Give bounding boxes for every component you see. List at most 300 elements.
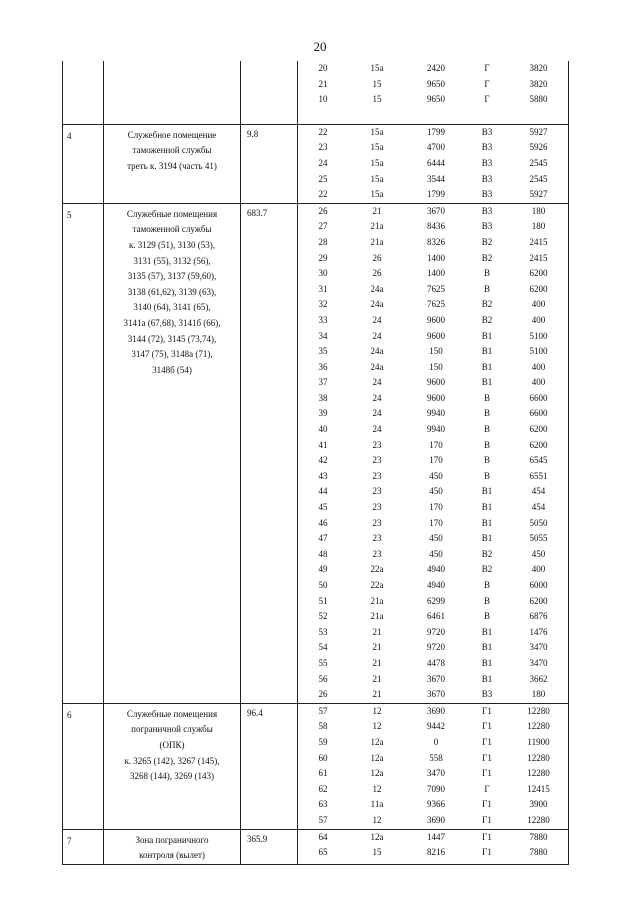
coordinate-value: 1799 [427, 126, 445, 137]
table-block [63, 703, 569, 829]
area-value: 96.4 [241, 703, 298, 829]
coordinate-value: 1400 [427, 268, 445, 279]
coordinate-value: 7625 [427, 299, 445, 310]
sector-code: 24 [372, 314, 382, 325]
table-row [298, 172, 569, 188]
zone-code: В3 [481, 142, 493, 153]
coordinate-value: 450 [429, 486, 443, 497]
level-value: 3470 [529, 642, 548, 653]
sector-code: 21а [370, 221, 384, 232]
room-description-line: таможенной службы [132, 224, 212, 235]
coordinate-value: 3544 [427, 173, 445, 184]
coordinate-value: 3670 [427, 673, 445, 684]
coordinate-value: 6461 [427, 611, 445, 622]
table-row [298, 282, 569, 298]
point-list-cell [298, 124, 569, 203]
zone-code: В1 [481, 486, 493, 497]
table-row [298, 297, 569, 313]
point-list [298, 61, 569, 124]
point-number: 10 [318, 94, 328, 105]
room-description [104, 124, 241, 203]
zone-code: В [483, 439, 490, 450]
item-number [63, 61, 104, 124]
table-row [298, 484, 569, 500]
room-description-line: Служебные помещения [126, 708, 218, 719]
room-description-line: Служебные помещения [126, 208, 218, 219]
sector-code: 15а [370, 126, 384, 137]
coordinate-value: 1799 [427, 189, 445, 200]
point-number: 55 [318, 657, 328, 668]
sector-code: 24а [370, 361, 384, 372]
point-number: 22 [318, 126, 328, 137]
table-row [298, 391, 569, 407]
point-number: 56 [318, 673, 328, 684]
room-description-line: 3144 (72), 3145 (73,74), [127, 333, 217, 344]
point-list-cell [298, 829, 569, 864]
coordinate-value: 3690 [427, 705, 445, 716]
point-list [298, 704, 569, 829]
sector-code: 21 [372, 673, 382, 684]
area-value: 9.8 [241, 124, 298, 203]
point-number: 25 [318, 173, 328, 184]
level-value: 5055 [529, 533, 548, 544]
level-value: 12280 [527, 768, 550, 779]
sector-code: 23 [372, 439, 382, 450]
room-description-line: (ОПК) [159, 739, 185, 750]
level-value: 5050 [529, 517, 548, 528]
table-row [298, 656, 569, 672]
room-description-line: 3131 (55), 3132 (56), [133, 255, 211, 266]
sector-code: 21 [372, 642, 382, 653]
coordinate-value: 7090 [427, 783, 445, 794]
room-description-line: Зона пограничного [135, 834, 209, 845]
table-row [298, 845, 569, 861]
item-number: 7 [63, 829, 104, 864]
level-value: 1476 [529, 626, 548, 637]
table-row [298, 406, 569, 422]
zone-code: Г [484, 78, 490, 89]
table-row [298, 375, 569, 391]
coordinate-value: 6299 [427, 595, 445, 606]
level-value: 6200 [529, 424, 548, 435]
level-value: 12280 [527, 752, 550, 763]
point-number: 42 [318, 455, 328, 466]
item-number: 4 [63, 124, 104, 203]
room-description-line: 3135 (57), 3137 (59,60), [127, 271, 217, 282]
level-value: 5927 [529, 126, 548, 137]
sector-code: 23 [372, 502, 382, 513]
coordinate-value: 150 [429, 361, 443, 372]
table-row [298, 422, 569, 438]
table-row [298, 235, 569, 251]
level-value: 6200 [529, 283, 548, 294]
zone-code: Г1 [482, 736, 492, 747]
table-row [298, 594, 569, 610]
sector-code: 21 [372, 657, 382, 668]
zone-code: В1 [481, 346, 493, 357]
sector-code: 21а [370, 236, 384, 247]
coordinate-value: 3670 [427, 689, 445, 700]
item-number: 6 [63, 703, 104, 829]
coordinate-value: 450 [429, 533, 443, 544]
point-number: 26 [318, 205, 328, 216]
level-value: 2545 [529, 157, 548, 168]
coordinate-value: 2420 [427, 63, 445, 73]
point-list-cell [298, 61, 569, 124]
sector-code: 12 [372, 721, 382, 732]
room-description-line: контроля (вылет) [139, 850, 205, 861]
level-value: 180 [531, 689, 546, 700]
zone-code: Г1 [482, 721, 492, 732]
coordinate-value: 9650 [427, 78, 445, 89]
room-description-line: Служебное помещение [127, 129, 217, 140]
level-value: 400 [531, 361, 546, 372]
table-block [63, 61, 569, 124]
sector-code: 15 [372, 78, 382, 89]
table-row [298, 360, 569, 376]
sector-code: 24 [372, 424, 382, 435]
zone-code: Г1 [482, 847, 492, 858]
level-value: 3900 [529, 799, 548, 810]
point-number: 36 [318, 361, 328, 372]
coordinate-value: 9720 [427, 626, 445, 637]
table-row [298, 329, 569, 345]
zone-code: Г1 [482, 814, 492, 825]
table-row [298, 830, 569, 846]
sector-code: 21 [372, 626, 382, 637]
level-value: 6200 [529, 268, 548, 279]
level-value: 5926 [529, 142, 548, 153]
sector-code: 12а [370, 752, 384, 763]
level-value: 2415 [529, 252, 548, 263]
sector-code: 23 [372, 486, 382, 497]
zone-code: В1 [481, 517, 493, 528]
coordinate-value: 170 [429, 517, 443, 528]
point-number: 61 [318, 768, 328, 779]
level-value: 454 [531, 486, 546, 497]
level-value: 180 [531, 205, 546, 216]
coordinate-value: 6444 [427, 157, 445, 168]
table-block [63, 124, 569, 203]
table-block [63, 829, 569, 864]
table-row [298, 704, 569, 720]
point-list [298, 125, 569, 203]
point-number: 35 [318, 346, 328, 357]
sector-code: 24 [372, 377, 382, 388]
sector-code: 21а [370, 611, 384, 622]
coordinate-value: 170 [429, 439, 443, 450]
level-value: 180 [531, 221, 546, 232]
spacer-row [298, 108, 569, 124]
point-list-cell [298, 203, 569, 703]
sector-code: 24а [370, 299, 384, 310]
level-value: 400 [531, 377, 546, 388]
point-number: 28 [318, 236, 328, 247]
table-row [298, 751, 569, 767]
sector-code: 12а [370, 736, 384, 747]
room-description-line: 3268 (144), 3269 (143) [130, 771, 214, 782]
level-value: 450 [531, 548, 546, 559]
room-description-line: таможенной службы [132, 145, 212, 156]
sector-code: 15а [370, 157, 384, 168]
level-value: 11900 [527, 736, 550, 747]
point-number: 45 [318, 502, 328, 513]
zone-code: В3 [481, 205, 493, 216]
coordinate-value: 4940 [427, 580, 445, 590]
table-row [298, 204, 569, 220]
coordinate-value: 9600 [427, 330, 445, 341]
coordinate-value: 9600 [427, 377, 445, 388]
sector-code: 15 [372, 94, 382, 105]
point-number: 34 [318, 330, 328, 341]
sector-code: 12 [372, 705, 382, 716]
coordinates-table [62, 61, 569, 865]
table-row [298, 219, 569, 235]
table-row [298, 92, 569, 108]
table-row [298, 156, 569, 172]
room-description [104, 203, 241, 703]
coordinate-value: 450 [429, 548, 443, 559]
coordinate-value: 558 [429, 752, 443, 763]
coordinate-value: 450 [429, 470, 443, 481]
level-value: 400 [531, 314, 546, 325]
zone-code: Г1 [482, 752, 492, 763]
level-value: 454 [531, 502, 546, 513]
point-number: 47 [318, 533, 328, 544]
coordinate-value: 9940 [427, 408, 445, 419]
sector-code: 24 [372, 408, 382, 419]
sector-code: 15а [370, 189, 384, 200]
zone-code: В [483, 611, 490, 622]
sector-code: 12 [372, 783, 382, 794]
zone-code: Г [484, 94, 490, 105]
table-row [298, 609, 569, 625]
zone-code: Г1 [482, 705, 492, 716]
level-value: 6551 [529, 470, 548, 481]
point-number: 40 [318, 424, 328, 435]
table-row [298, 531, 569, 547]
table-row [298, 469, 569, 485]
point-number: 41 [318, 439, 328, 450]
point-list [298, 204, 569, 703]
coordinate-value: 9600 [427, 392, 445, 403]
point-number: 32 [318, 299, 328, 310]
coordinate-value: 9600 [427, 314, 445, 325]
level-value: 3820 [529, 78, 548, 89]
zone-code: В1 [481, 361, 493, 372]
table-row [298, 687, 569, 703]
point-number: 39 [318, 408, 328, 419]
zone-code: В1 [481, 533, 493, 544]
level-value: 3820 [529, 63, 548, 73]
zone-code: В [483, 268, 490, 279]
table-row [298, 438, 569, 454]
level-value: 2415 [529, 236, 548, 247]
level-value: 400 [531, 564, 546, 575]
table-row [298, 625, 569, 641]
point-number: 43 [318, 470, 328, 481]
table-row [298, 500, 569, 516]
level-value: 6000 [529, 580, 548, 590]
point-number: 64 [318, 831, 328, 842]
zone-code: В1 [481, 642, 493, 653]
sector-code: 15 [372, 847, 382, 858]
sector-code: 12 [372, 814, 382, 825]
zone-code: Г1 [482, 831, 492, 842]
sector-code: 24а [370, 346, 384, 357]
sector-code: 23 [372, 533, 382, 544]
sector-code: 23 [372, 470, 382, 481]
level-value: 6545 [529, 455, 548, 466]
table-row [298, 251, 569, 267]
zone-code: В2 [481, 236, 493, 247]
point-number: 58 [318, 721, 328, 732]
sector-code: 12а [370, 768, 384, 779]
level-value: 12280 [527, 705, 550, 716]
coordinate-value: 4700 [427, 142, 445, 153]
item-number: 5 [63, 203, 104, 703]
zone-code: В2 [481, 314, 493, 325]
level-value: 12280 [527, 814, 550, 825]
room-description-line: к. 3129 (51), 3130 (53), [128, 239, 216, 250]
zone-code: В [483, 408, 490, 419]
zone-code: В1 [481, 377, 493, 388]
table-row [298, 125, 569, 141]
table-row [298, 578, 569, 594]
level-value: 6200 [529, 439, 548, 450]
zone-code: В [483, 392, 490, 403]
point-number: 48 [318, 548, 328, 559]
coordinate-value: 9442 [427, 721, 445, 732]
sector-code: 26 [372, 268, 382, 279]
zone-code: Г [484, 63, 490, 73]
zone-code: В1 [481, 626, 493, 637]
zone-code: В1 [481, 502, 493, 513]
level-value: 7880 [529, 831, 548, 842]
point-number: 59 [318, 736, 328, 747]
level-value: 6600 [529, 392, 548, 403]
level-value: 5100 [529, 330, 548, 341]
point-number: 33 [318, 314, 328, 325]
level-value: 5880 [529, 94, 548, 105]
zone-code: В3 [481, 189, 493, 200]
sector-code: 12а [370, 831, 384, 842]
sector-code: 11а [370, 799, 384, 810]
table-row [298, 672, 569, 688]
zone-code: В2 [481, 564, 493, 575]
sector-code: 21 [372, 689, 382, 700]
coordinate-value: 3670 [427, 205, 445, 216]
area-value: 683.7 [241, 203, 298, 703]
point-number: 26 [318, 689, 328, 700]
point-number: 31 [318, 283, 328, 294]
coordinate-value: 150 [429, 346, 443, 357]
zone-code: Г1 [482, 799, 492, 810]
table-row [298, 313, 569, 329]
zone-code: В [483, 470, 490, 481]
room-description [104, 61, 241, 124]
coordinate-value: 8216 [427, 847, 445, 858]
level-value: 6876 [529, 611, 548, 622]
coordinate-value: 1400 [427, 252, 445, 263]
coordinate-value: 170 [429, 502, 443, 513]
room-description-line: 3148б (54) [152, 364, 192, 375]
level-value: 3470 [529, 657, 548, 668]
level-value: 6600 [529, 408, 548, 419]
zone-code: В1 [481, 673, 493, 684]
table-row [298, 640, 569, 656]
room-description-line: 3147 (75), 3148а (71), [131, 349, 213, 360]
zone-code: В [483, 580, 490, 590]
room-description-line: треть к. 3194 (часть 41) [127, 160, 217, 171]
zone-code: В3 [481, 221, 493, 232]
area-value: 365.9 [241, 829, 298, 864]
zone-code: В1 [481, 657, 493, 668]
table-row [298, 61, 569, 77]
point-number: 57 [318, 705, 328, 716]
coordinate-value: 1447 [427, 831, 445, 842]
table-row [298, 782, 569, 798]
zone-code: В [483, 455, 490, 466]
coordinate-value: 170 [429, 455, 443, 466]
table-row [298, 813, 569, 829]
zone-code: В3 [481, 173, 493, 184]
room-description [104, 703, 241, 829]
point-number: 27 [318, 221, 328, 232]
coordinate-value: 7625 [427, 283, 445, 294]
sector-code: 24а [370, 283, 384, 294]
sector-code: 23 [372, 455, 382, 466]
table-block [63, 203, 569, 703]
coordinate-value: 0 [433, 736, 439, 747]
point-number: 60 [318, 752, 328, 763]
point-number: 62 [318, 783, 328, 794]
zone-code: Г [484, 783, 490, 794]
room-description-line: 3140 (64), 3141 (65), [133, 302, 211, 313]
zone-code: В [483, 283, 490, 294]
table-row [298, 562, 569, 578]
sector-code: 22а [370, 580, 384, 590]
coordinate-value: 4940 [427, 564, 445, 575]
room-description-line: к. 3265 (142), 3267 (145), [124, 755, 220, 766]
level-value: 12280 [527, 721, 550, 732]
table-row [298, 140, 569, 156]
point-number: 20 [318, 63, 328, 73]
zone-code: В3 [481, 157, 493, 168]
point-number: 37 [318, 377, 328, 388]
sector-code: 24 [372, 330, 382, 341]
area-value [241, 61, 298, 124]
point-number: 51 [318, 595, 328, 606]
point-number: 46 [318, 517, 328, 528]
level-value: 5100 [529, 346, 548, 357]
table-row [298, 735, 569, 751]
point-number: 49 [318, 564, 328, 575]
coordinate-value: 3470 [427, 768, 445, 779]
point-number: 50 [318, 580, 328, 590]
point-number: 53 [318, 626, 328, 637]
point-number: 44 [318, 486, 328, 497]
sector-code: 22а [370, 564, 384, 575]
sector-code: 23 [372, 548, 382, 559]
page-number: 20 [313, 39, 327, 54]
level-value: 5927 [529, 189, 548, 200]
coordinate-value: 9720 [427, 642, 445, 653]
level-value: 3662 [529, 673, 548, 684]
room-description [104, 829, 241, 864]
zone-code: В [483, 424, 490, 435]
point-number: 22 [318, 189, 328, 200]
